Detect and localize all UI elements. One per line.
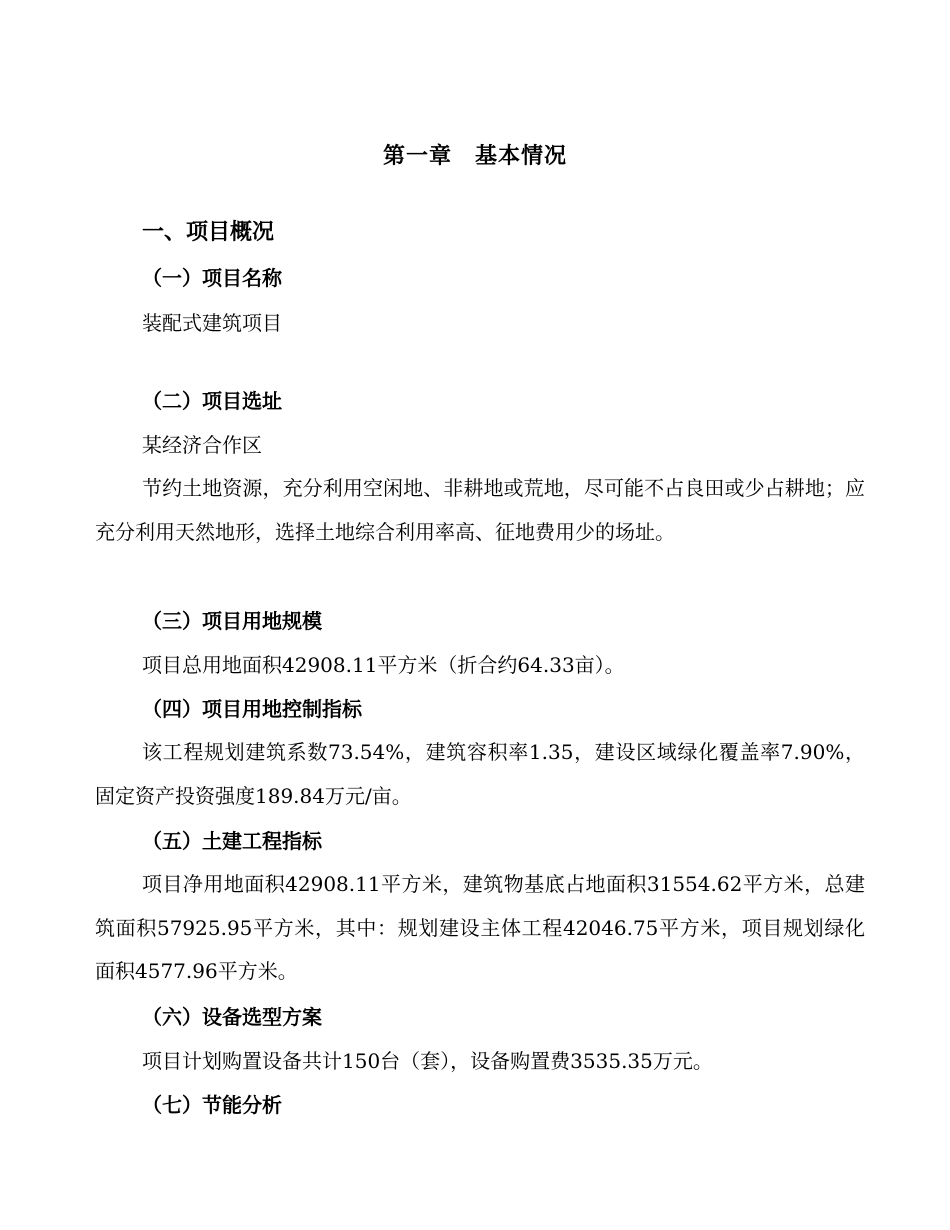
land-scale-text: 项目总用地面积42908.11平方米（折合约64.33亩）。 [142, 653, 625, 677]
heading-project-name: （一）项目名称 [142, 266, 282, 290]
project-site-text: 某经济合作区 [142, 433, 262, 457]
heading-equipment-selection: （六）设备选型方案 [142, 1005, 322, 1029]
heading-land-scale: （三）项目用地规模 [142, 609, 322, 633]
heading-project-site: （二）项目选址 [142, 389, 282, 413]
heading-land-control: （四）项目用地控制指标 [142, 697, 362, 721]
project-name-text: 装配式建筑项目 [142, 311, 282, 335]
site-selection-paragraph: 节约土地资源，充分利用空闲地、非耕地或荒地，尽可能不占良田或少占耕地；应充分利用天然地形，选择土地综合利用率高、征地费用少的场址。 [95, 476, 865, 544]
chapter-title: 第一章 基本情况 [382, 144, 567, 169]
heading-energy-analysis: （七）节能分析 [142, 1093, 282, 1117]
section-title: 一、项目概况 [142, 220, 275, 245]
civil-engineering-paragraph: 项目净用地面积42908.11平方米，建筑物基底占地面积31554.62平方米，总建筑面积57925.95平方米，其中：规划建设主体工程42046.75平方米，项目规划绿化面积4577.96平方米。 [95, 872, 865, 983]
land-control-paragraph: 该工程规划建筑系数73.54%，建筑容积率1.35，建设区域绿化覆盖率7.90%，固定资产投资强度189.84万元/亩。 [95, 740, 865, 808]
equipment-selection-text: 项目计划购置设备共计150台（套），设备购置费3535.35万元。 [142, 1049, 713, 1073]
heading-civil-engineering: （五）土建工程指标 [142, 829, 322, 853]
